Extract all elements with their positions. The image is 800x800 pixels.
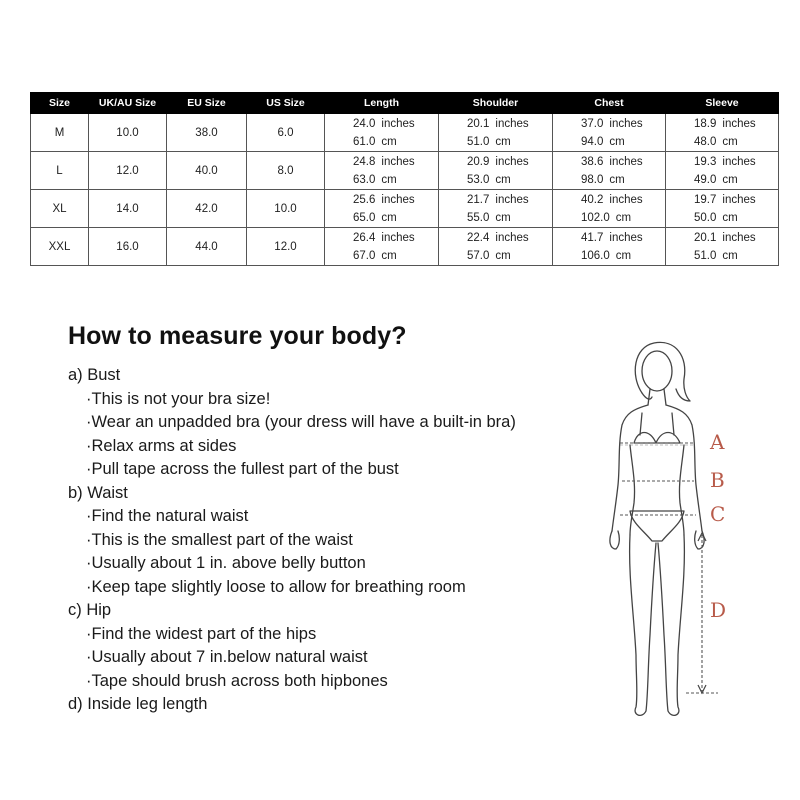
column-header: Length <box>325 93 439 114</box>
measure-number: 106.0 <box>581 249 610 262</box>
cell-sleeve <box>666 190 779 228</box>
cm-value <box>439 171 552 189</box>
measure-unit: inches <box>495 117 529 130</box>
measure-number: 49.0 <box>694 173 717 186</box>
cell-size: L <box>31 152 89 190</box>
cell-us: 6.0 <box>247 114 325 152</box>
cell-length <box>325 152 439 190</box>
cell-eu: 42.0 <box>167 190 247 228</box>
bra-outline <box>634 433 680 444</box>
guide-instruction: · Keep tape slightly loose to allow for breathing room <box>68 576 516 600</box>
measure-number: 22.4 <box>467 231 490 244</box>
measure-number: 48.0 <box>694 135 717 148</box>
measure-unit: inches <box>722 155 756 168</box>
cell-length <box>325 114 439 152</box>
legs-outline <box>630 535 685 715</box>
column-header: EU Size <box>167 93 247 114</box>
measure-number: 38.6 <box>581 155 604 168</box>
cell-chest <box>553 228 666 266</box>
measure-number: 20.1 <box>467 117 490 130</box>
inches-value <box>553 115 665 133</box>
cell-eu: 44.0 <box>167 228 247 266</box>
measure-number: 50.0 <box>694 211 717 224</box>
measure-number: 41.7 <box>581 231 604 244</box>
measure-number: 26.4 <box>353 231 376 244</box>
measure-unit: inches <box>381 193 415 206</box>
inches-value <box>325 191 438 209</box>
guide-section-label: d) Inside leg length <box>68 695 208 713</box>
label-c: C <box>710 502 726 526</box>
measure-number: 57.0 <box>467 249 490 262</box>
inches-value <box>553 229 665 247</box>
cell-chest <box>553 114 666 152</box>
measure-unit: cm <box>495 249 511 262</box>
measure-number: 63.0 <box>353 173 376 186</box>
measure-unit: cm <box>381 211 397 224</box>
label-a: A <box>710 430 725 454</box>
measure-unit: cm <box>495 211 511 224</box>
cell-sleeve <box>666 152 779 190</box>
inches-value <box>439 229 552 247</box>
guide-instruction: · Usually about 1 in. above belly button <box>68 552 516 576</box>
measure-number: 19.3 <box>694 155 717 168</box>
guide-instruction: · Tape should brush across both hipbones <box>68 670 516 694</box>
cell-uk: 10.0 <box>89 114 167 152</box>
cm-value <box>439 247 552 265</box>
measure-number: 51.0 <box>694 249 717 262</box>
column-header: Size <box>31 93 89 114</box>
table-row <box>31 114 779 152</box>
inches-value <box>325 229 438 247</box>
cell-sleeve <box>666 228 779 266</box>
guide-section-label: a) Bust <box>68 366 121 384</box>
measure-number: 20.9 <box>467 155 490 168</box>
page-title: How to measure your body? <box>68 322 407 350</box>
cell-length <box>325 228 439 266</box>
cm-value <box>553 133 665 151</box>
guide-instruction: · Find the widest part of the hips <box>68 623 516 647</box>
measure-unit: cm <box>722 135 738 148</box>
measure-unit: cm <box>615 249 632 262</box>
measure-unit: inches <box>495 155 529 168</box>
inches-value <box>553 191 665 209</box>
measure-unit: cm <box>609 135 625 148</box>
measure-unit: inches <box>381 117 415 130</box>
measure-unit: cm <box>381 135 397 148</box>
measure-unit: inches <box>609 193 643 206</box>
cm-value <box>325 209 438 227</box>
measure-unit: inches <box>722 117 756 130</box>
label-d: D <box>710 598 727 622</box>
cell-shoulder <box>439 190 553 228</box>
measure-number: 19.7 <box>694 193 717 206</box>
measure-unit: cm <box>615 211 632 224</box>
table-row <box>31 228 779 266</box>
cm-value <box>666 209 778 227</box>
column-header: US Size <box>247 93 325 114</box>
measure-number: 25.6 <box>353 193 376 206</box>
measure-unit: inches <box>495 231 529 244</box>
table-row <box>31 152 779 190</box>
guide-instruction: · Pull tape across the fullest part of the bust <box>68 458 516 482</box>
cm-value <box>553 247 665 265</box>
inches-value <box>666 229 778 247</box>
measure-number: 53.0 <box>467 173 490 186</box>
guide-instruction: · This is not your bra size! <box>68 388 516 412</box>
measure-number: 51.0 <box>467 135 490 148</box>
measure-unit: inches <box>495 193 529 206</box>
measure-number: 20.1 <box>694 231 717 244</box>
measure-number: 24.0 <box>353 117 376 130</box>
size-chart-table <box>30 92 779 266</box>
cell-size: XXL <box>31 228 89 266</box>
measure-unit: cm <box>381 249 397 262</box>
guide-instruction: · Usually about 7 in.below natural waist <box>68 646 516 670</box>
cm-value <box>439 133 552 151</box>
measure-number: 40.2 <box>581 193 604 206</box>
cm-value <box>325 171 438 189</box>
measure-number: 94.0 <box>581 135 604 148</box>
column-header: Chest <box>553 93 666 114</box>
measure-number: 102.0 <box>581 211 610 224</box>
measure-unit: cm <box>722 211 738 224</box>
cell-chest <box>553 152 666 190</box>
guide-section-label: b) Waist <box>68 483 128 502</box>
measure-unit: inches <box>722 231 756 244</box>
measure-unit: cm <box>722 249 738 262</box>
column-header: Shoulder <box>439 93 553 114</box>
measure-unit: inches <box>722 193 756 206</box>
cell-sleeve <box>666 114 779 152</box>
cell-uk: 12.0 <box>89 152 167 190</box>
cell-us: 10.0 <box>247 190 325 228</box>
measure-unit: cm <box>495 135 511 148</box>
guide-instruction: · Find the natural waist <box>68 505 516 529</box>
inches-value <box>439 153 552 171</box>
measure-number: 37.0 <box>581 117 604 130</box>
cm-value <box>325 133 438 151</box>
table-body <box>31 114 779 266</box>
measure-unit: inches <box>381 155 415 168</box>
cm-value <box>666 247 778 265</box>
head-outline <box>642 351 672 391</box>
guide-instruction: · Relax arms at sides <box>68 435 516 459</box>
cm-value <box>666 133 778 151</box>
guide-instruction: · Wear an unpadded bra (your dress will have a built-in bra) <box>68 411 516 435</box>
inches-value <box>553 153 665 171</box>
cell-eu: 38.0 <box>167 114 247 152</box>
cell-uk: 14.0 <box>89 190 167 228</box>
cell-eu: 40.0 <box>167 152 247 190</box>
cm-value <box>439 209 552 227</box>
measure-number: 67.0 <box>353 249 376 262</box>
table-header-row <box>31 93 779 114</box>
measure-number: 61.0 <box>353 135 376 148</box>
cm-value <box>325 247 438 265</box>
hair-outline <box>635 342 690 401</box>
inches-value <box>439 191 552 209</box>
column-header: UK/AU Size <box>89 93 167 114</box>
measure-number: 98.0 <box>581 173 604 186</box>
measure-unit: cm <box>381 173 397 186</box>
measure-unit: inches <box>609 231 643 244</box>
cell-shoulder <box>439 114 553 152</box>
cell-shoulder <box>439 228 553 266</box>
measure-unit: inches <box>381 231 415 244</box>
label-b: B <box>710 468 725 492</box>
table-row <box>31 190 779 228</box>
measure-unit: cm <box>722 173 738 186</box>
measurement-guide <box>68 364 516 717</box>
cell-length <box>325 190 439 228</box>
measure-number: 55.0 <box>467 211 490 224</box>
column-header: Sleeve <box>666 93 779 114</box>
measure-unit: cm <box>495 173 511 186</box>
cell-uk: 16.0 <box>89 228 167 266</box>
inches-value <box>666 153 778 171</box>
guide-section-label: c) Hip <box>68 601 112 619</box>
measure-number: 18.9 <box>694 117 717 130</box>
inches-value <box>666 115 778 133</box>
measure-unit: inches <box>609 155 643 168</box>
cell-size: XL <box>31 190 89 228</box>
cell-shoulder <box>439 152 553 190</box>
cell-us: 8.0 <box>247 152 325 190</box>
inches-value <box>439 115 552 133</box>
measure-number: 21.7 <box>467 193 490 206</box>
measure-unit: cm <box>609 173 625 186</box>
inches-value <box>325 115 438 133</box>
cm-value <box>553 209 665 227</box>
cell-size: M <box>31 114 89 152</box>
inches-value <box>325 153 438 171</box>
cm-value <box>553 171 665 189</box>
inches-value <box>666 191 778 209</box>
guide-instruction: · This is the smallest part of the waist <box>68 529 516 553</box>
measure-number: 65.0 <box>353 211 376 224</box>
body-measurement-figure <box>590 335 750 725</box>
cell-chest <box>553 190 666 228</box>
cell-us: 12.0 <box>247 228 325 266</box>
cm-value <box>666 171 778 189</box>
measure-unit: inches <box>609 117 643 130</box>
measure-number: 24.8 <box>353 155 376 168</box>
